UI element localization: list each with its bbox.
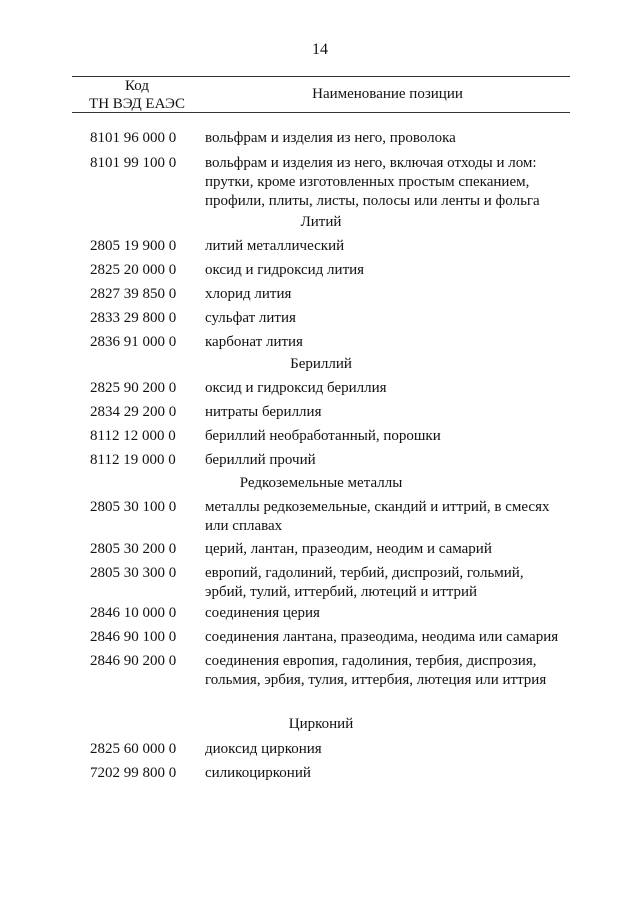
row-name-line: эрбий, тулий, иттербий, лютеций и иттрий bbox=[205, 584, 478, 600]
row-code: 2825 20 000 0 bbox=[90, 262, 177, 278]
row-code: 2834 29 200 0 bbox=[90, 404, 177, 420]
row-code: 2836 91 000 0 bbox=[90, 334, 177, 350]
row-name-line: профили, плиты, листы, полосы или ленты и фольга bbox=[205, 193, 540, 209]
row-code: 2825 60 000 0 bbox=[90, 741, 177, 757]
column-header-code bbox=[72, 77, 202, 113]
row-name-line: вольфрам и изделия из него, включая отходы и лом: bbox=[205, 155, 537, 171]
row-code: 2805 30 200 0 bbox=[90, 541, 177, 557]
row-name: бериллий необработанный, порошки bbox=[205, 428, 441, 444]
section-heading-beryllium: Бериллий bbox=[290, 356, 352, 372]
row-name-line: или сплавах bbox=[205, 518, 283, 534]
row-name: соединения лантана, празеодима, неодима или самария bbox=[205, 629, 559, 645]
row-name-line: прутки, кроме изготовленных простым спеканием, bbox=[205, 174, 530, 190]
row-name-line: соединения европия, гадолиния, тербия, диспрозия, bbox=[205, 653, 537, 669]
page-number: 14 bbox=[312, 41, 328, 58]
section-heading-zirconium: Цирконий bbox=[288, 716, 354, 732]
row-name-line: гольмия, эрбия, тулия, иттербия, лютеция или иттрия bbox=[205, 672, 547, 688]
row-code: 8112 19 000 0 bbox=[90, 452, 176, 468]
row-code: 2805 30 100 0 bbox=[90, 499, 177, 515]
row-code: 2805 19 900 0 bbox=[90, 238, 177, 254]
row-name bbox=[205, 498, 570, 536]
row-name-line: европий, гадолиний, тербий, диспрозий, гольмий, bbox=[205, 565, 524, 581]
row-name: церий, лантан, празеодим, неодим и самарий bbox=[205, 541, 492, 557]
row-name: хлорид лития bbox=[205, 286, 292, 302]
row-code: 2827 39 850 0 bbox=[90, 286, 177, 302]
row-code: 8101 99 100 0 bbox=[90, 155, 177, 171]
section-heading-lithium: Литий bbox=[300, 214, 342, 230]
row-code: 8112 12 000 0 bbox=[90, 428, 176, 444]
row-name: силикоцирконий bbox=[205, 765, 311, 781]
row-name bbox=[205, 652, 570, 690]
row-code: 2805 30 300 0 bbox=[90, 565, 177, 581]
row-name: оксид и гидроксид бериллия bbox=[205, 380, 387, 396]
row-name bbox=[205, 564, 570, 602]
section-heading-rare-earth-metals: Редкоземельные металлы bbox=[239, 475, 403, 491]
row-name: диоксид циркония bbox=[205, 741, 322, 757]
table-header-rule bbox=[72, 112, 570, 113]
row-code: 2833 29 800 0 bbox=[90, 310, 177, 326]
row-code: 2846 90 100 0 bbox=[90, 629, 177, 645]
column-header-name: Наименование позиции bbox=[312, 86, 463, 102]
row-name bbox=[205, 154, 570, 211]
row-name: сульфат лития bbox=[205, 310, 296, 326]
column-header-code-line1: Код bbox=[125, 78, 149, 94]
row-name: вольфрам и изделия из него, проволока bbox=[205, 130, 456, 146]
row-name: литий металлический bbox=[205, 238, 345, 254]
row-code: 7202 99 800 0 bbox=[90, 765, 177, 781]
row-code: 8101 96 000 0 bbox=[90, 130, 177, 146]
row-code: 2846 90 200 0 bbox=[90, 653, 177, 669]
row-name: оксид и гидроксид лития bbox=[205, 262, 365, 278]
row-name-line: металлы редкоземельные, скандий и иттрий, в смесях bbox=[205, 499, 550, 515]
row-name: карбонат лития bbox=[205, 334, 303, 350]
column-header-code-line2: ТН ВЭД ЕАЭС bbox=[89, 96, 185, 112]
row-name: бериллий прочий bbox=[205, 452, 316, 468]
row-code: 2825 90 200 0 bbox=[90, 380, 177, 396]
row-name: нитраты бериллия bbox=[205, 404, 322, 420]
row-name: соединения церия bbox=[205, 605, 320, 621]
row-code: 2846 10 000 0 bbox=[90, 605, 177, 621]
